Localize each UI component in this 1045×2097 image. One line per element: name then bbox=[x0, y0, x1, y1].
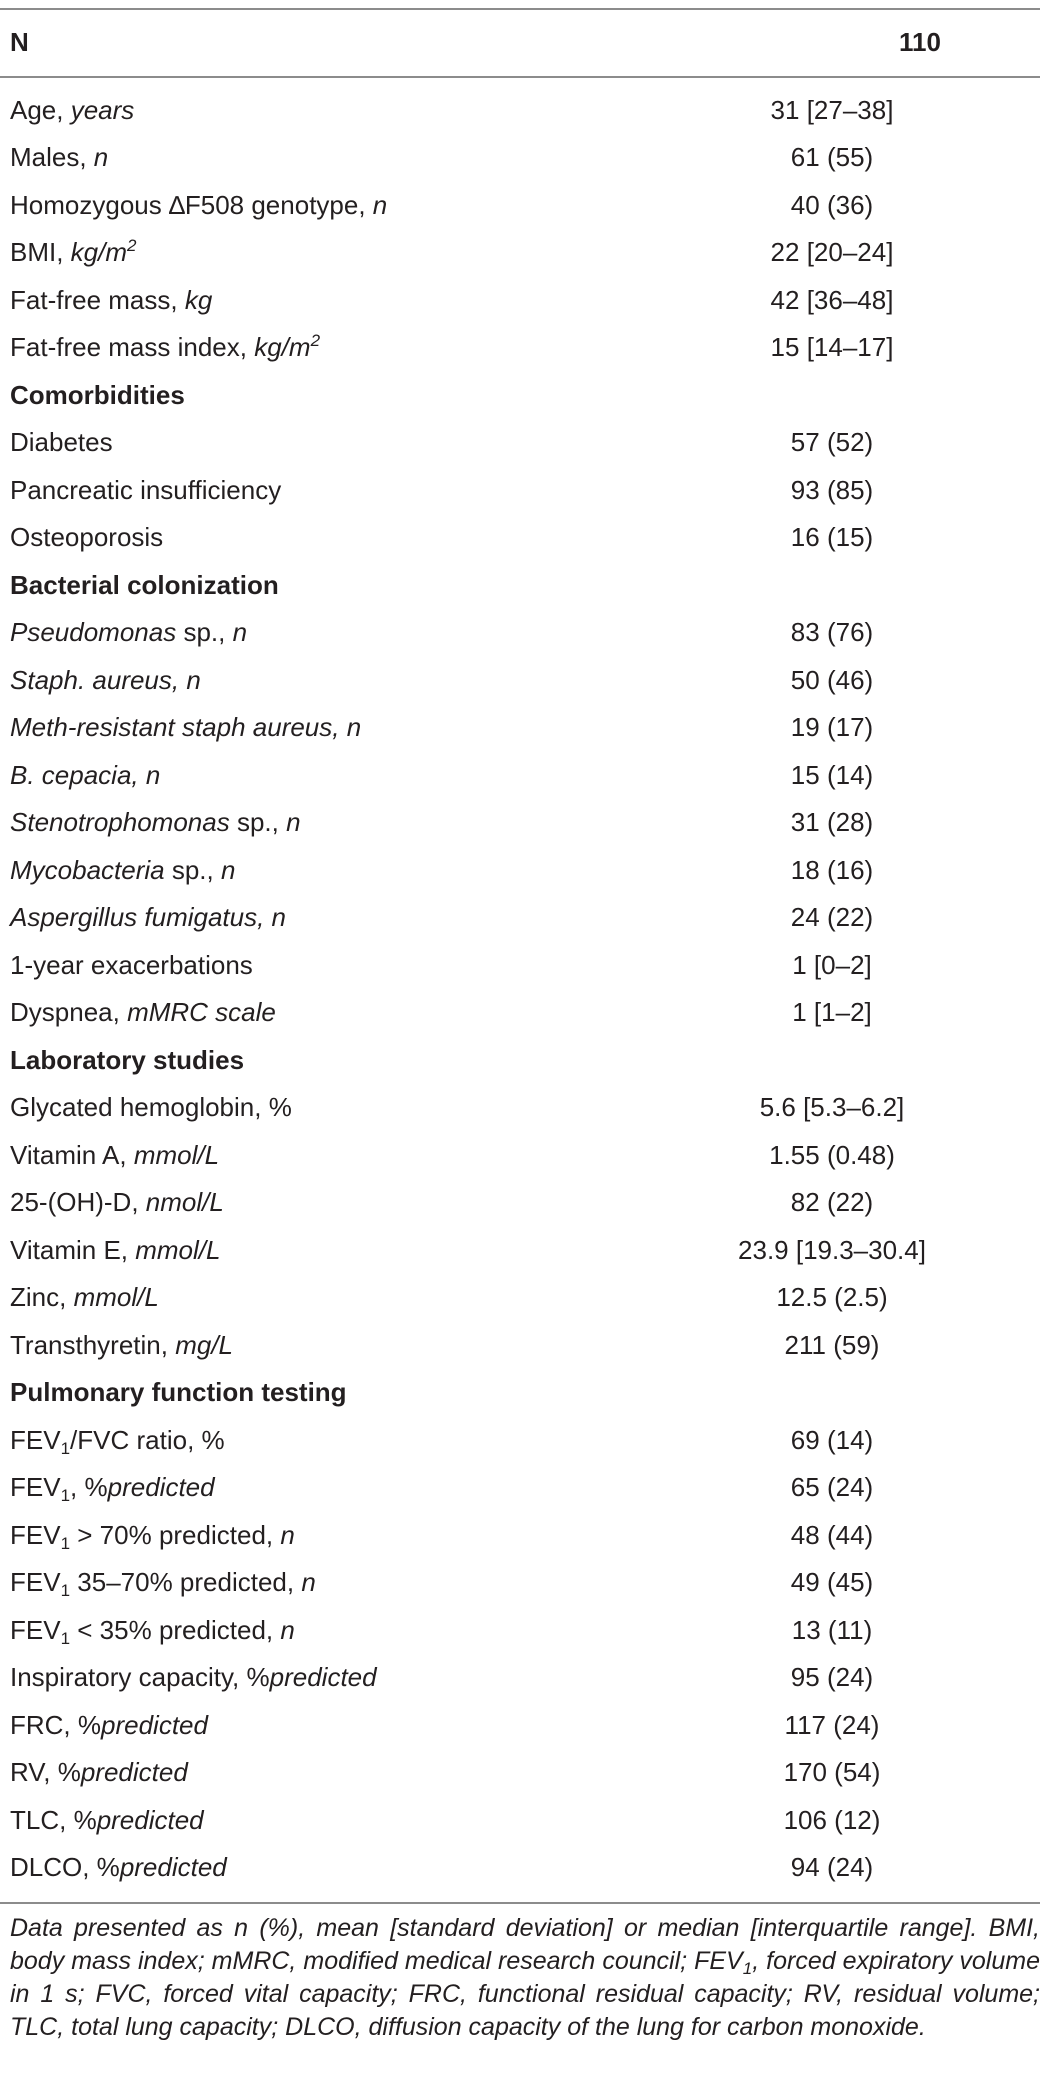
label-italic-part: Stenotrophomonas bbox=[10, 807, 230, 838]
row-label bbox=[0, 1282, 159, 1313]
label-text: Osteoporosis bbox=[10, 522, 164, 553]
label-subscript: 1 bbox=[60, 1486, 71, 1506]
row-value: 31 [27–38] bbox=[770, 94, 894, 125]
label-unit: predicted bbox=[269, 1662, 377, 1693]
row-label bbox=[0, 1187, 224, 1218]
label-text: Fat-free mass, bbox=[10, 284, 178, 315]
table-body bbox=[0, 86, 1040, 1891]
row-value: 13 (11) bbox=[791, 1614, 873, 1645]
row-value: 22 [20–24] bbox=[770, 237, 894, 268]
row-value: 31 (28) bbox=[790, 807, 874, 838]
section-header-row bbox=[0, 371, 1040, 419]
table-row bbox=[0, 1179, 1040, 1227]
row-value: 106 (12) bbox=[783, 1804, 881, 1835]
table-row bbox=[0, 1654, 1040, 1702]
label-unit: predicted bbox=[119, 1852, 227, 1883]
row-label bbox=[0, 712, 362, 743]
label-unit: mmol/L bbox=[66, 1282, 159, 1313]
table-row bbox=[0, 419, 1040, 467]
row-value: 16 (15) bbox=[790, 522, 874, 553]
row-value: 24 (22) bbox=[790, 902, 874, 933]
label-subscript: 1 bbox=[60, 1533, 71, 1553]
row-value: 23.9 [19.3–30.4] bbox=[738, 1234, 926, 1265]
label-text: Dyspnea, bbox=[10, 997, 120, 1028]
label-subscript: 1 bbox=[60, 1628, 71, 1648]
label-unit: kg bbox=[177, 284, 213, 315]
label-text: BMI, bbox=[10, 237, 64, 268]
label-text: FEV bbox=[10, 1519, 61, 1550]
label-text: Glycated hemoglobin, % bbox=[10, 1092, 292, 1123]
label-unit: n bbox=[273, 1614, 295, 1645]
table-row bbox=[0, 134, 1040, 182]
header-value: 110 bbox=[899, 26, 941, 57]
row-value: 117 (24) bbox=[784, 1709, 880, 1740]
label-subscript: 1 bbox=[60, 1581, 71, 1601]
row-value: 69 (14) bbox=[790, 1424, 874, 1455]
row-value: 57 (52) bbox=[790, 427, 874, 458]
row-value: 15 [14–17] bbox=[770, 332, 894, 363]
table-row bbox=[0, 1749, 1040, 1797]
label-unit: n bbox=[278, 807, 301, 838]
label-unit: mMRC scale bbox=[119, 997, 276, 1028]
label-italic-part: B. cepacia, n bbox=[10, 759, 161, 790]
label-text: Vitamin A, bbox=[10, 1139, 127, 1170]
row-label bbox=[0, 189, 388, 220]
row-value: 40 (36) bbox=[790, 189, 874, 220]
label-unit: n bbox=[365, 189, 388, 220]
footnote-part2: , forced expiratory volume in 1 s; FVC, forced vital capacity; FRC, functional residual capacity; RV, residual volume; TLC, total lung capacity; DLCO, diffusion capacity of the lung for carbon monoxide. bbox=[10, 1947, 1040, 2041]
row-label bbox=[0, 1139, 220, 1170]
label-unit: mmol/L bbox=[126, 1139, 220, 1170]
label-text: 25-(OH)-D, bbox=[10, 1187, 139, 1218]
label-unit: predicted bbox=[80, 1757, 188, 1788]
section-header-row bbox=[0, 561, 1040, 609]
label-unit: n bbox=[294, 1567, 316, 1598]
row-label bbox=[0, 1329, 234, 1360]
label-unit: predicted bbox=[107, 1472, 215, 1503]
table-row bbox=[0, 324, 1040, 372]
row-value: 5.6 [5.3–6.2] bbox=[759, 1092, 905, 1123]
label-text: TLC, % bbox=[10, 1804, 97, 1835]
section-header-row bbox=[0, 1369, 1040, 1417]
row-label bbox=[0, 664, 201, 695]
row-label bbox=[0, 1614, 295, 1648]
label-unit: kg/m bbox=[63, 237, 128, 268]
table-row bbox=[0, 1226, 1040, 1274]
row-label bbox=[0, 759, 161, 790]
table-row bbox=[0, 514, 1040, 562]
label-text: DLCO, % bbox=[10, 1852, 120, 1883]
header-label: N bbox=[10, 26, 29, 57]
label-italic-part: Meth-resistant staph aureus, n bbox=[10, 712, 362, 743]
row-value: 94 (24) bbox=[790, 1852, 874, 1883]
bottom-rule bbox=[0, 1902, 1040, 1904]
row-label bbox=[0, 474, 282, 505]
row-label bbox=[0, 1377, 347, 1408]
row-label bbox=[0, 1092, 292, 1123]
row-label bbox=[0, 379, 185, 410]
table-row bbox=[0, 1701, 1040, 1749]
row-value: 18 (16) bbox=[790, 854, 874, 885]
label-unit: years bbox=[63, 94, 135, 125]
label-text-cont: < 35% predicted, bbox=[70, 1614, 274, 1645]
row-label bbox=[0, 1709, 208, 1740]
label-unit: predicted bbox=[96, 1804, 204, 1835]
header-rule bbox=[0, 76, 1040, 78]
table-row bbox=[0, 1131, 1040, 1179]
label-unit: kg/m bbox=[246, 332, 311, 363]
table-row bbox=[0, 1084, 1040, 1132]
row-label bbox=[0, 617, 248, 648]
label-unit: mmol/L bbox=[128, 1234, 221, 1265]
table-row bbox=[0, 1559, 1040, 1607]
row-value: 1 [1–2] bbox=[792, 997, 872, 1028]
section-header-row bbox=[0, 1036, 1040, 1084]
table-row bbox=[0, 1464, 1040, 1512]
row-value: 48 (44) bbox=[790, 1519, 874, 1550]
row-label bbox=[0, 1424, 225, 1458]
label-italic-part: Mycobacteria bbox=[10, 854, 165, 885]
label-text: Males, bbox=[10, 142, 87, 173]
label-text-cont: , % bbox=[70, 1472, 108, 1503]
label-text: Diabetes bbox=[10, 427, 113, 458]
table-row bbox=[0, 466, 1040, 514]
table-row bbox=[0, 941, 1040, 989]
label-subscript: 1 bbox=[60, 1438, 71, 1458]
label-text: Laboratory studies bbox=[10, 1044, 245, 1075]
label-unit: n bbox=[225, 617, 248, 648]
row-value: 61 (55) bbox=[790, 142, 874, 173]
table-row bbox=[0, 1416, 1040, 1464]
table-row bbox=[0, 86, 1040, 134]
top-rule bbox=[0, 8, 1040, 10]
label-text: FEV bbox=[10, 1567, 61, 1598]
row-value: 83 (76) bbox=[790, 617, 874, 648]
row-value: 1 [0–2] bbox=[792, 949, 872, 980]
table-row bbox=[0, 704, 1040, 752]
label-text: Zinc, bbox=[10, 1282, 67, 1313]
table-row bbox=[0, 1844, 1040, 1892]
label-unit: mg/L bbox=[167, 1329, 234, 1360]
label-unit: n bbox=[213, 854, 236, 885]
table-row bbox=[0, 989, 1040, 1037]
row-label bbox=[0, 1804, 204, 1835]
table-row bbox=[0, 894, 1040, 942]
row-value: 170 (54) bbox=[783, 1757, 881, 1788]
label-unit: predicted bbox=[101, 1709, 208, 1740]
table-row bbox=[0, 181, 1040, 229]
label-text: sp., bbox=[176, 617, 226, 648]
row-label bbox=[0, 142, 109, 173]
label-superscript: 2 bbox=[127, 236, 137, 256]
row-label bbox=[0, 997, 276, 1028]
footnote-part1: Data presented as n (%), mean [standard deviation] or median [interquartile range]. BMI, body mass index; mMRC, modified medical research council; FEV bbox=[10, 1914, 1040, 1975]
row-value: 42 [36–48] bbox=[770, 284, 894, 315]
table-row bbox=[0, 609, 1040, 657]
table-row bbox=[0, 1606, 1040, 1654]
label-unit: n bbox=[273, 1519, 295, 1550]
label-text: 1-year exacerbations bbox=[10, 949, 253, 980]
label-text: Vitamin E, bbox=[10, 1234, 129, 1265]
label-text: FEV bbox=[10, 1424, 61, 1455]
label-italic-part: Pseudomonas bbox=[10, 617, 177, 648]
label-text: FEV bbox=[10, 1472, 61, 1503]
table-row bbox=[0, 1796, 1040, 1844]
label-text: FRC, % bbox=[10, 1709, 101, 1740]
table-row bbox=[0, 229, 1040, 277]
label-text: sp., bbox=[229, 807, 279, 838]
row-label bbox=[0, 1757, 188, 1788]
label-text: Comorbidities bbox=[10, 379, 185, 410]
row-label bbox=[0, 236, 137, 268]
label-unit: nmol/L bbox=[138, 1187, 224, 1218]
row-label bbox=[0, 854, 236, 885]
table-row bbox=[0, 751, 1040, 799]
row-value: 19 (17) bbox=[790, 712, 874, 743]
row-value: 50 (46) bbox=[790, 664, 874, 695]
label-text-cont: > 70% predicted, bbox=[70, 1519, 274, 1550]
footnote-sub: 1 bbox=[742, 1959, 753, 1978]
label-text: Pancreatic insufficiency bbox=[10, 474, 282, 505]
table-footnote bbox=[10, 1912, 1040, 2044]
table-row bbox=[0, 1511, 1040, 1559]
row-label bbox=[0, 1567, 316, 1601]
label-italic-part: Staph. aureus, n bbox=[10, 664, 201, 695]
row-label bbox=[0, 284, 213, 315]
row-value: 49 (45) bbox=[790, 1567, 874, 1598]
row-label bbox=[0, 331, 321, 363]
table-row bbox=[0, 656, 1040, 704]
label-italic-part: Aspergillus fumigatus, n bbox=[10, 902, 287, 933]
row-label bbox=[0, 569, 279, 600]
table-row bbox=[0, 276, 1040, 324]
label-text: Bacterial colonization bbox=[10, 569, 279, 600]
row-value: 12.5 (2.5) bbox=[776, 1282, 888, 1313]
row-label bbox=[0, 1234, 221, 1265]
label-text: Fat-free mass index, bbox=[10, 332, 247, 363]
label-text: Transthyretin, bbox=[10, 1329, 168, 1360]
label-text: FEV bbox=[10, 1614, 61, 1645]
row-label bbox=[0, 522, 164, 553]
label-text: Pulmonary function testing bbox=[10, 1377, 347, 1408]
row-label bbox=[0, 902, 287, 933]
label-text: sp., bbox=[164, 854, 214, 885]
row-label bbox=[0, 1044, 245, 1075]
label-text: Age, bbox=[10, 94, 64, 125]
label-text-cont: 35–70% predicted, bbox=[70, 1567, 295, 1598]
row-value: 65 (24) bbox=[790, 1472, 874, 1503]
row-label bbox=[0, 949, 253, 980]
row-value: 93 (85) bbox=[790, 474, 874, 505]
table-row bbox=[0, 846, 1040, 894]
table-row bbox=[0, 1274, 1040, 1322]
row-label bbox=[0, 1852, 227, 1883]
label-text: Inspiratory capacity, % bbox=[10, 1662, 270, 1693]
row-value: 82 (22) bbox=[790, 1187, 874, 1218]
row-label bbox=[0, 94, 135, 125]
row-label bbox=[0, 427, 113, 458]
row-label bbox=[0, 807, 301, 838]
label-text: RV, % bbox=[10, 1757, 81, 1788]
row-value: 1.55 (0.48) bbox=[769, 1139, 895, 1170]
row-value: 211 (59) bbox=[784, 1329, 880, 1360]
label-text-cont: /FVC ratio, % bbox=[70, 1424, 225, 1455]
table-row bbox=[0, 799, 1040, 847]
row-value: 15 (14) bbox=[790, 759, 874, 790]
row-label bbox=[0, 1662, 377, 1693]
label-superscript: 2 bbox=[310, 331, 321, 351]
row-label bbox=[0, 1472, 215, 1506]
row-label bbox=[0, 1519, 295, 1553]
label-unit: n bbox=[86, 142, 109, 173]
table-header bbox=[0, 14, 1040, 70]
label-text: Homozygous ∆F508 genotype, bbox=[10, 189, 366, 220]
row-value: 95 (24) bbox=[790, 1662, 874, 1693]
table-row bbox=[0, 1321, 1040, 1369]
